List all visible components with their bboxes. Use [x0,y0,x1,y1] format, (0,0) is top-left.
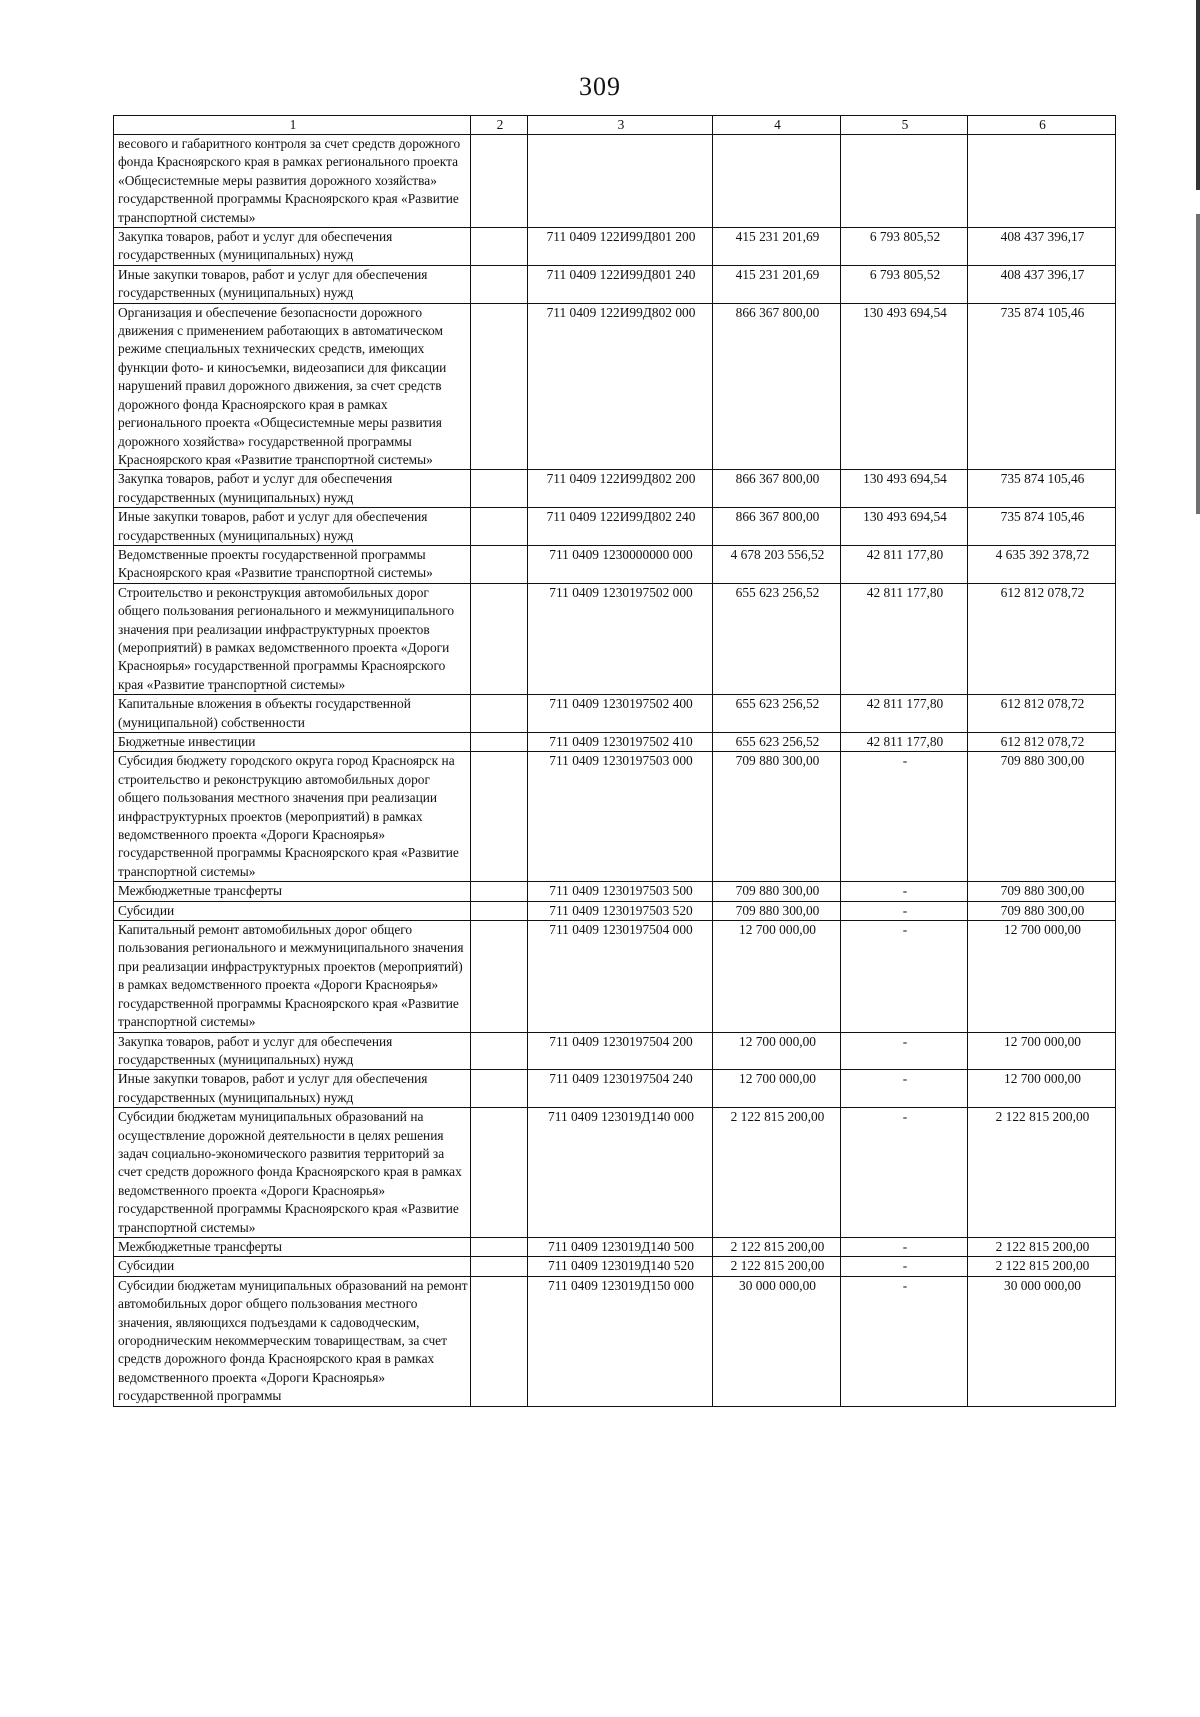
table-row [114,921,1116,1032]
cell-col4: 655 623 256,52 [713,695,841,733]
cell-col5: - [841,1237,968,1256]
cell-col5: - [841,901,968,920]
table-row [114,470,1116,508]
cell-col4: 709 880 300,00 [713,752,841,882]
budget-table [113,115,1116,1407]
cell-col6: 12 700 000,00 [968,1032,1116,1070]
cell-col2 [471,1276,528,1406]
cell-code: 711 0409 1230197503 500 [528,882,713,901]
cell-col6: 612 812 078,72 [968,733,1116,752]
table-row [114,583,1116,694]
cell-col2 [471,228,528,266]
cell-col4: 709 880 300,00 [713,882,841,901]
cell-code: 711 0409 122И99Д802 240 [528,508,713,546]
cell-col5: 42 811 177,80 [841,545,968,583]
header-col-4: 4 [713,116,841,135]
cell-col5: - [841,752,968,882]
table-row [114,228,1116,266]
table-row [114,1070,1116,1108]
header-col-2: 2 [471,116,528,135]
cell-col5: - [841,1108,968,1238]
cell-col4: 866 367 800,00 [713,470,841,508]
cell-col2 [471,695,528,733]
cell-col5: 130 493 694,54 [841,303,968,470]
header-col-6: 6 [968,116,1116,135]
cell-col5: - [841,882,968,901]
page-number: 309 [579,72,621,101]
cell-code: 711 0409 123019Д140 520 [528,1257,713,1276]
cell-col2 [471,303,528,470]
table-header-row [114,116,1116,135]
cell-name: Межбюджетные трансферты [114,1237,471,1256]
cell-code: 711 0409 123019Д140 500 [528,1237,713,1256]
cell-col5: - [841,1032,968,1070]
cell-code: 711 0409 122И99Д801 200 [528,228,713,266]
cell-col4: 2 122 815 200,00 [713,1108,841,1238]
cell-name: Субсидии бюджетам муниципальных образований на ремонт автомобильных дорог общего пользования местного значения, являющихся подъездами к садоводческим, огородническим некоммерческим товариществам, за счет средств дорожного фонда Красноярского края в рамках ведомственного проекта «Дороги Красноярья» государственной программы [114,1276,471,1406]
cell-col5: 6 793 805,52 [841,265,968,303]
cell-name: Иные закупки товаров, работ и услуг для обеспечения государственных (муниципальных) нужд [114,508,471,546]
cell-col6: 709 880 300,00 [968,752,1116,882]
cell-col2 [471,1237,528,1256]
cell-name: Субсидии [114,901,471,920]
cell-col6 [968,135,1116,228]
cell-col4: 415 231 201,69 [713,265,841,303]
cell-col6: 408 437 396,17 [968,265,1116,303]
cell-name: Закупка товаров, работ и услуг для обеспечения государственных (муниципальных) нужд [114,1032,471,1070]
cell-col4: 866 367 800,00 [713,303,841,470]
table-row [114,545,1116,583]
table-row [114,752,1116,882]
cell-name: Строительство и реконструкция автомобильных дорог общего пользования регионального и межмуниципального значения при реализации инфраструктурных проектов (мероприятий) в рамках ведомственного проекта «Дороги Красноярья» государственной программы Красноярского края «Развитие транспортной системы» [114,583,471,694]
cell-name: весового и габаритного контроля за счет средств дорожного фонда Красноярского края в рамках регионального проекта «Общесистемные меры развития дорожного хозяйства» государственной программы Красноярского края «Развитие транспортной системы» [114,135,471,228]
cell-col6: 709 880 300,00 [968,901,1116,920]
table-row [114,1276,1116,1406]
cell-col4: 12 700 000,00 [713,1032,841,1070]
cell-col5 [841,135,968,228]
cell-name: Капитальные вложения в объекты государственной (муниципальной) собственности [114,695,471,733]
cell-col2 [471,1257,528,1276]
cell-col4: 2 122 815 200,00 [713,1237,841,1256]
cell-col2 [471,921,528,1032]
cell-col2 [471,135,528,228]
table-row [114,1237,1116,1256]
cell-col5: 42 811 177,80 [841,695,968,733]
cell-col4: 30 000 000,00 [713,1276,841,1406]
cell-col2 [471,733,528,752]
cell-col5: 130 493 694,54 [841,508,968,546]
cell-col4: 709 880 300,00 [713,901,841,920]
cell-col5: 42 811 177,80 [841,733,968,752]
cell-col6: 612 812 078,72 [968,695,1116,733]
cell-col4: 866 367 800,00 [713,508,841,546]
cell-col6: 735 874 105,46 [968,303,1116,470]
cell-col2 [471,470,528,508]
cell-col2 [471,1032,528,1070]
cell-code: 711 0409 123019Д140 000 [528,1108,713,1238]
cell-col4: 12 700 000,00 [713,1070,841,1108]
cell-col5: - [841,1070,968,1108]
cell-col4: 655 623 256,52 [713,733,841,752]
cell-name: Закупка товаров, работ и услуг для обеспечения государственных (муниципальных) нужд [114,228,471,266]
scan-edge-mark [1196,214,1200,514]
cell-col5: 130 493 694,54 [841,470,968,508]
cell-col6: 2 122 815 200,00 [968,1108,1116,1238]
cell-col2 [471,901,528,920]
cell-col4: 415 231 201,69 [713,228,841,266]
cell-col6: 30 000 000,00 [968,1276,1116,1406]
cell-code: 711 0409 122И99Д802 200 [528,470,713,508]
cell-col2 [471,882,528,901]
cell-col4: 12 700 000,00 [713,921,841,1032]
cell-col5: 6 793 805,52 [841,228,968,266]
cell-col6: 12 700 000,00 [968,921,1116,1032]
cell-col2 [471,265,528,303]
cell-col6: 4 635 392 378,72 [968,545,1116,583]
table-row [114,695,1116,733]
cell-col5: - [841,921,968,1032]
cell-name: Бюджетные инвестиции [114,733,471,752]
cell-col6: 2 122 815 200,00 [968,1237,1116,1256]
cell-code: 711 0409 1230197502 410 [528,733,713,752]
cell-name: Иные закупки товаров, работ и услуг для обеспечения государственных (муниципальных) нужд [114,265,471,303]
cell-name: Ведомственные проекты государственной программы Красноярского края «Развитие транспортной системы» [114,545,471,583]
table-row [114,901,1116,920]
cell-col2 [471,583,528,694]
cell-col5: - [841,1257,968,1276]
cell-col6: 735 874 105,46 [968,508,1116,546]
cell-code: 711 0409 123019Д150 000 [528,1276,713,1406]
cell-code: 711 0409 1230197502 400 [528,695,713,733]
cell-col5: 42 811 177,80 [841,583,968,694]
cell-code: 711 0409 1230197504 000 [528,921,713,1032]
cell-col5: - [841,1276,968,1406]
cell-col4: 2 122 815 200,00 [713,1257,841,1276]
cell-code: 711 0409 122И99Д801 240 [528,265,713,303]
cell-name: Организация и обеспечение безопасности дорожного движения с применением работающих в автоматическом режиме специальных технических средств, имеющих функции фото- и киносъемки, видеозаписи для фиксации нарушений правил дорожного движения, за счет средств дорожного фонда Красноярского края в рамках регионального проекта «Общесистемные меры развития дорожного хозяйства» государственной программы Красноярского края «Развитие транспортной системы» [114,303,471,470]
cell-col6: 2 122 815 200,00 [968,1257,1116,1276]
table-row [114,882,1116,901]
cell-name: Субсидии бюджетам муниципальных образований на осуществление дорожной деятельности в целях решения задач социально-экономического развития территорий за счет средств дорожного фонда Красноярского края в рамках ведомственного проекта «Дороги Красноярья» государственной программы Красноярского края «Развитие транспортной системы» [114,1108,471,1238]
cell-code: 711 0409 122И99Д802 000 [528,303,713,470]
cell-col6: 735 874 105,46 [968,470,1116,508]
cell-name: Капитальный ремонт автомобильных дорог общего пользования регионального и межмуниципального значения при реализации инфраструктурных проектов (мероприятий) в рамках ведомственного проекта «Дороги Красноярья» государственной программы Красноярского края «Развитие транспортной системы» [114,921,471,1032]
cell-col4: 4 678 203 556,52 [713,545,841,583]
cell-col2 [471,752,528,882]
cell-col6: 12 700 000,00 [968,1070,1116,1108]
cell-code: 711 0409 1230197503 520 [528,901,713,920]
cell-name: Иные закупки товаров, работ и услуг для обеспечения государственных (муниципальных) нужд [114,1070,471,1108]
cell-col6: 408 437 396,17 [968,228,1116,266]
cell-code: 711 0409 1230197504 240 [528,1070,713,1108]
cell-name: Закупка товаров, работ и услуг для обеспечения государственных (муниципальных) нужд [114,470,471,508]
cell-name: Субсидии [114,1257,471,1276]
table-row [114,265,1116,303]
table-row [114,1108,1116,1238]
header-col-3: 3 [528,116,713,135]
table-row [114,1032,1116,1070]
table-row [114,508,1116,546]
header-col-1: 1 [114,116,471,135]
cell-code: 711 0409 1230197502 000 [528,583,713,694]
cell-name: Субсидия бюджету городского округа город Красноярск на строительство и реконструкцию автомобильных дорог общего пользования местного значения при реализации инфраструктурных проектов (мероприятий) в рамках ведомственного проекта «Дороги Красноярья» государственной программы Красноярского края «Развитие транспортной системы» [114,752,471,882]
cell-name: Межбюджетные трансферты [114,882,471,901]
table-row [114,733,1116,752]
cell-code: 711 0409 1230197503 000 [528,752,713,882]
cell-col2 [471,1108,528,1238]
cell-code: 711 0409 1230197504 200 [528,1032,713,1070]
cell-col4: 655 623 256,52 [713,583,841,694]
table-row [114,135,1116,228]
cell-code: 711 0409 1230000000 000 [528,545,713,583]
cell-col4 [713,135,841,228]
cell-col2 [471,545,528,583]
table-row [114,1257,1116,1276]
cell-col2 [471,508,528,546]
header-col-5: 5 [841,116,968,135]
cell-code [528,135,713,228]
cell-col6: 709 880 300,00 [968,882,1116,901]
cell-col2 [471,1070,528,1108]
cell-col6: 612 812 078,72 [968,583,1116,694]
table-row [114,303,1116,470]
